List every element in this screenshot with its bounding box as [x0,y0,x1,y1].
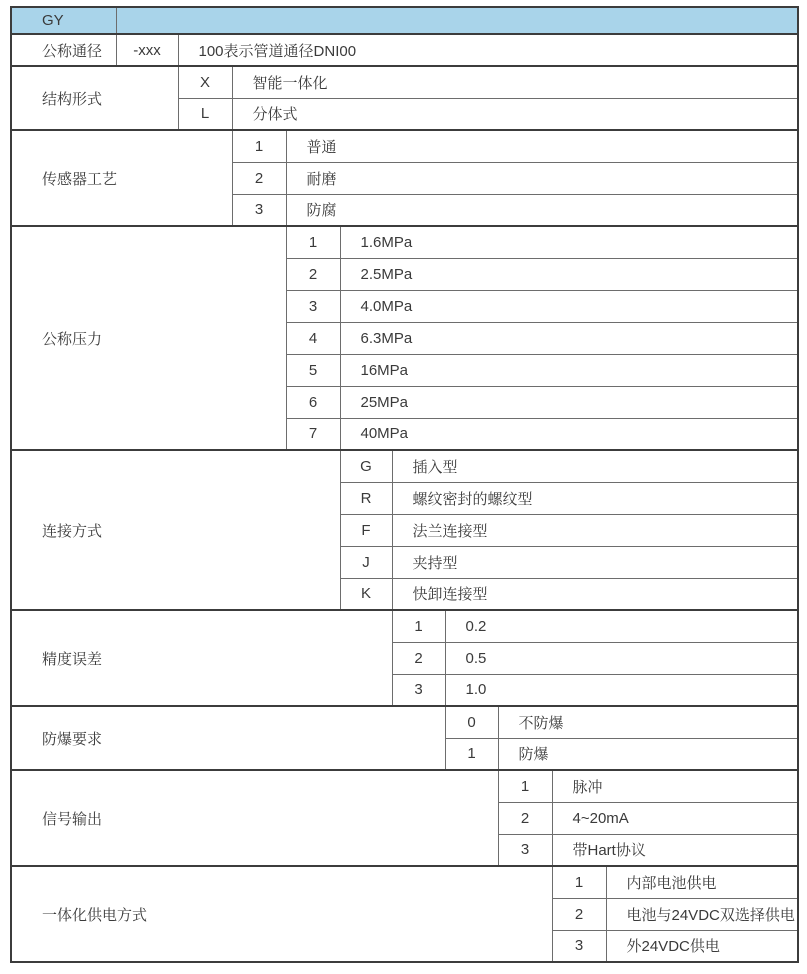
description-cell: 普通 [286,130,798,162]
section-label: 一体化供电方式 [11,866,552,962]
code-cell: G [340,450,392,482]
table-body [11,7,798,962]
header-blank-cell [116,7,798,34]
description-cell: 内部电池供电 [606,866,798,898]
section-label: 公称通径 [11,34,116,66]
code-cell: F [340,514,392,546]
description-cell: 脉冲 [552,770,798,802]
description-cell: 1.0 [445,674,798,706]
code-cell: 1 [232,130,286,162]
code-cell: L [178,98,232,130]
table-row [11,706,798,738]
table-row [11,866,798,898]
code-cell: K [340,578,392,610]
code-cell: 0 [445,706,498,738]
code-cell: 3 [498,834,552,866]
code-cell: 1 [552,866,606,898]
code-cell: 2 [552,898,606,930]
code-cell: 3 [392,674,445,706]
table-row [11,610,798,642]
code-cell: R [340,482,392,514]
description-cell: 100表示管道通径DNI00 [178,34,798,66]
table-header-row [11,7,798,34]
code-cell: 1 [498,770,552,802]
description-cell: 耐磨 [286,162,798,194]
table-row [11,130,798,162]
code-cell: 1 [286,226,340,258]
description-cell: 螺纹密封的螺纹型 [392,482,798,514]
section-label: 信号输出 [11,770,498,866]
code-cell: 5 [286,354,340,386]
description-cell: 插入型 [392,450,798,482]
code-cell: 2 [232,162,286,194]
description-cell: 电池与24VDC双选择供电 [606,898,798,930]
table-row [11,34,798,66]
description-cell: 分体式 [232,98,798,130]
description-cell: 外24VDC供电 [606,930,798,962]
description-cell: 6.3MPa [340,322,798,354]
code-cell: 3 [232,194,286,226]
code-cell: J [340,546,392,578]
table-row [11,66,798,98]
description-cell: 0.5 [445,642,798,674]
code-cell: 1 [392,610,445,642]
description-cell: 带Hart协议 [552,834,798,866]
table-row [11,226,798,258]
description-cell: 智能一体化 [232,66,798,98]
code-cell: 7 [286,418,340,450]
section-label: 结构形式 [11,66,178,130]
description-cell: 不防爆 [498,706,798,738]
code-cell: 2 [392,642,445,674]
section-label: 传感器工艺 [11,130,232,226]
description-cell: 2.5MPa [340,258,798,290]
description-cell: 4.0MPa [340,290,798,322]
code-cell: 3 [286,290,340,322]
description-cell: 0.2 [445,610,798,642]
description-cell: 25MPa [340,386,798,418]
table-row [11,770,798,802]
code-cell: 2 [498,802,552,834]
description-cell: 1.6MPa [340,226,798,258]
description-cell: 16MPa [340,354,798,386]
description-cell: 夹持型 [392,546,798,578]
description-cell: 快卸连接型 [392,578,798,610]
code-cell: X [178,66,232,98]
description-cell: 4~20mA [552,802,798,834]
description-cell: 防腐 [286,194,798,226]
code-cell: 2 [286,258,340,290]
code-cell: 3 [552,930,606,962]
model-code-chart [10,6,799,963]
section-label: 精度误差 [11,610,392,706]
description-cell: 防爆 [498,738,798,770]
description-cell: 40MPa [340,418,798,450]
table-row [11,450,798,482]
section-label: 连接方式 [11,450,340,610]
header-code-cell: GY [11,7,116,34]
code-cell: 1 [445,738,498,770]
code-cell: 6 [286,386,340,418]
code-cell: -xxx [116,34,178,66]
section-label: 公称压力 [11,226,286,450]
code-cell: 4 [286,322,340,354]
model-code-table [10,6,799,963]
section-label: 防爆要求 [11,706,445,770]
description-cell: 法兰连接型 [392,514,798,546]
